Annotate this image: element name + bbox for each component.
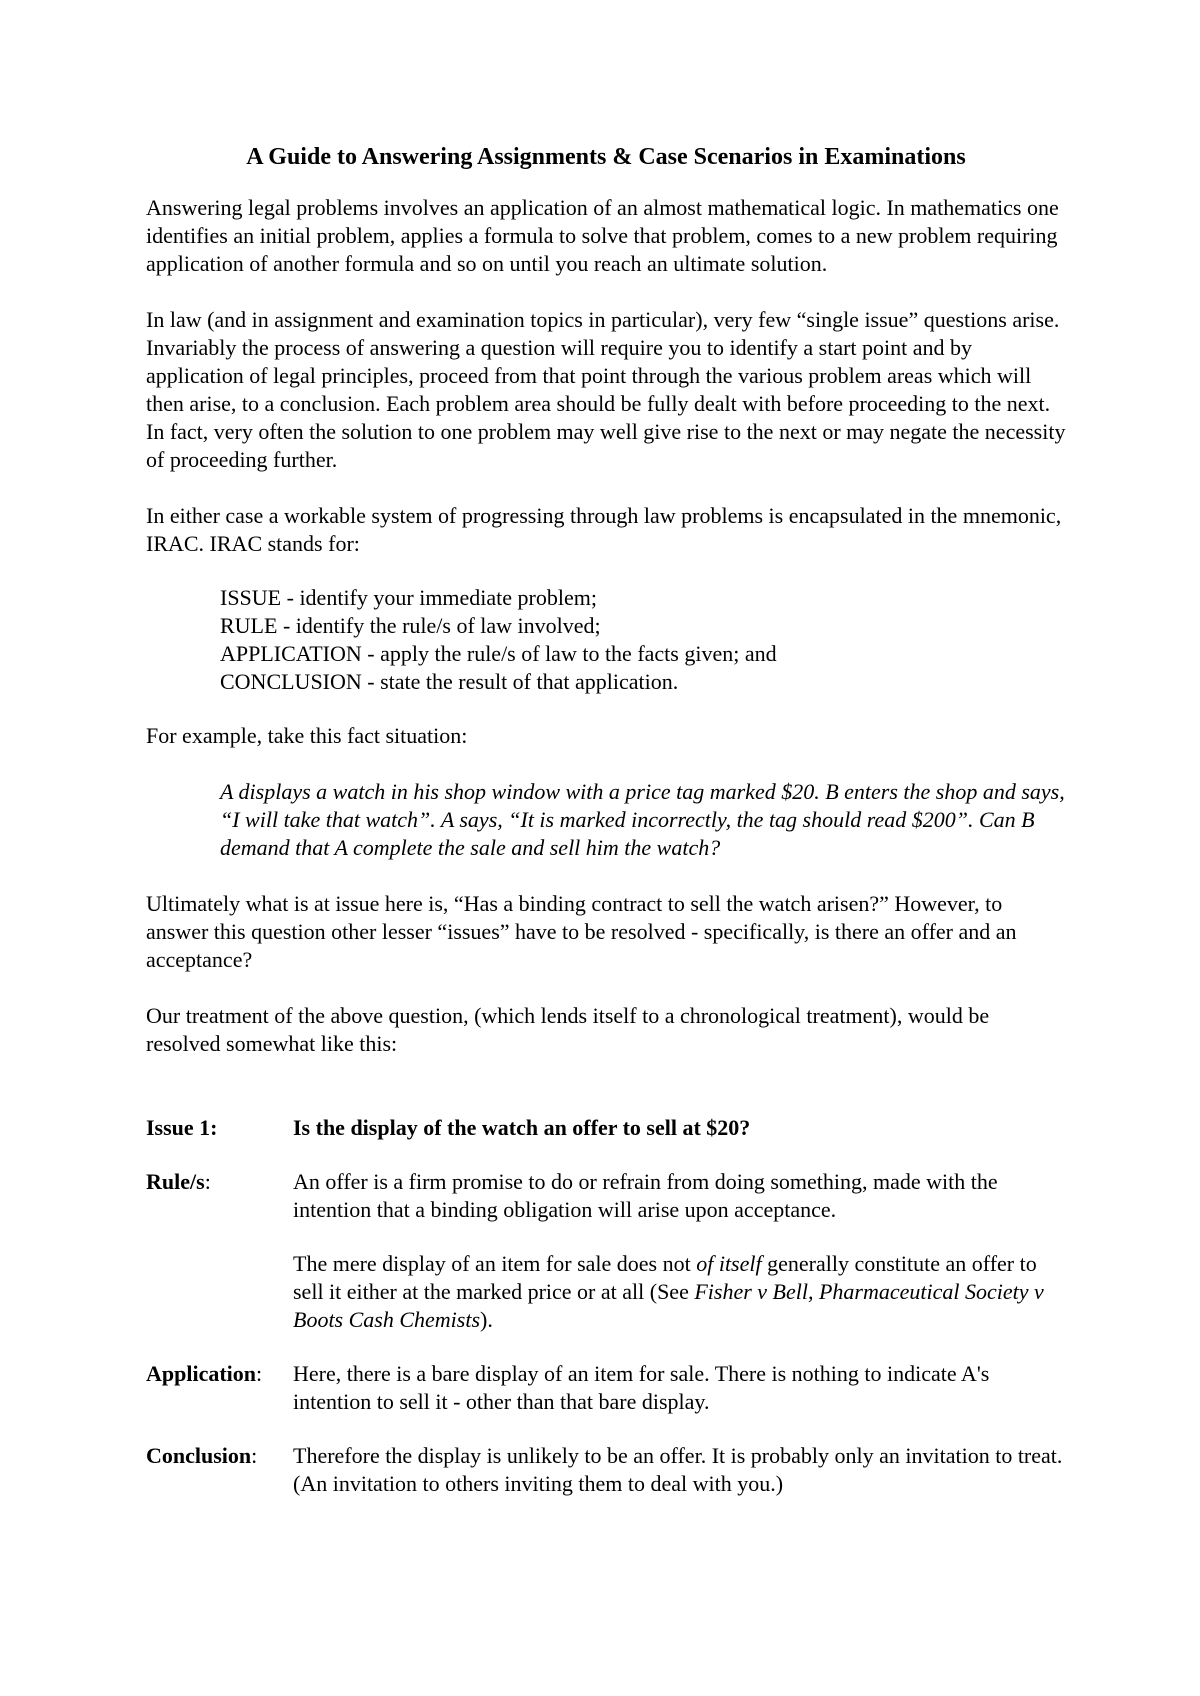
rule-label: Rule/s: xyxy=(146,1169,211,1194)
irac-list xyxy=(220,584,1066,696)
issue-discussion-paragraph: Ultimately what is at issue here is, “Has a binding contract to sell the watch arisen?” However, to answer this question other lesser “issues” have to be resolved - specifically, is there an offer and an acceptance? xyxy=(146,891,1017,972)
document-title: A Guide to Answering Assignments & Case Scenarios in Examinations xyxy=(246,144,966,170)
document-page xyxy=(146,142,1066,1524)
conclusion-text: Therefore the display is unlikely to be an offer. It is probably only an invitation to treat. (An invitation to others inviting them to deal with you.) xyxy=(293,1443,1063,1496)
application-text: Here, there is a bare display of an item for sale. There is nothing to indicate A's intention to sell it - other than that bare display. xyxy=(293,1361,990,1414)
intro-paragraph: Answering legal problems involves an application of an almost mathematical logic. In mathematics one identifies an initial problem, applies a formula to solve that problem, comes to a new problem requiring application of another formula and so on until you reach an ultimate solution. xyxy=(146,195,1059,276)
fact-situation: A displays a watch in his shop window with a price tag marked $20. B enters the shop and says, “I will take that watch”. A says, “It is marked incorrectly, the tag should read $200”. Can B demand that A complete the sale and sell him the watch? xyxy=(220,779,1065,860)
law-issues-paragraph: In law (and in assignment and examination topics in particular), very few “single issue” questions arise. Invariably the process of answering a question will require you to identify a start point and by application of legal principles, proceed from that point through the various problem areas which will then arise, to a conclusion. Each problem area should be fully dealt with before proceeding to the next. In fact, very often the solution to one problem may well give rise to the next or may negate the necessity of proceeding further. xyxy=(146,307,1066,472)
irac-intro-paragraph: In either case a workable system of progressing through law problems is encapsulated in the mnemonic, IRAC. IRAC stands for: xyxy=(146,503,1062,556)
irac-item-application: APPLICATION - apply the rule/s of law to the facts given; and xyxy=(220,641,777,666)
rule-content xyxy=(293,1168,1066,1334)
issue-row xyxy=(146,1114,1066,1142)
application-label: Application: xyxy=(146,1361,263,1386)
example-intro-paragraph: For example, take this fact situation: xyxy=(146,723,468,748)
case-citations: Fisher v Bell, Pharmaceutical Society v Boots Cash Chemists xyxy=(293,1279,1044,1332)
treatment-paragraph: Our treatment of the above question, (which lends itself to a chronological treatment), would be resolved somewhat like this: xyxy=(146,1003,990,1056)
irac-item-conclusion: CONCLUSION - state the result of that application. xyxy=(220,669,679,694)
issue-question: Is the display of the watch an offer to sell at $20? xyxy=(293,1115,751,1140)
rule-definition: An offer is a firm promise to do or refrain from doing something, made with the intention that a binding obligation will arise upon acceptance. xyxy=(293,1169,998,1222)
irac-item-rule: RULE - identify the rule/s of law involved; xyxy=(220,613,601,638)
rule-display-principle: The mere display of an item for sale does not of itself generally constitute an offer to sell it either at the marked price or at all (See Fisher v Bell, Pharmaceutical Society v Boots Cash Chemists). xyxy=(293,1251,1044,1332)
issue-label: Issue 1: xyxy=(146,1115,218,1140)
section-spacer xyxy=(146,1086,1066,1114)
irac-item-issue: ISSUE - identify your immediate problem; xyxy=(220,585,597,610)
rule-row xyxy=(146,1168,1066,1334)
conclusion-label: Conclusion: xyxy=(146,1443,258,1468)
application-row xyxy=(146,1360,1066,1416)
conclusion-row xyxy=(146,1442,1066,1498)
